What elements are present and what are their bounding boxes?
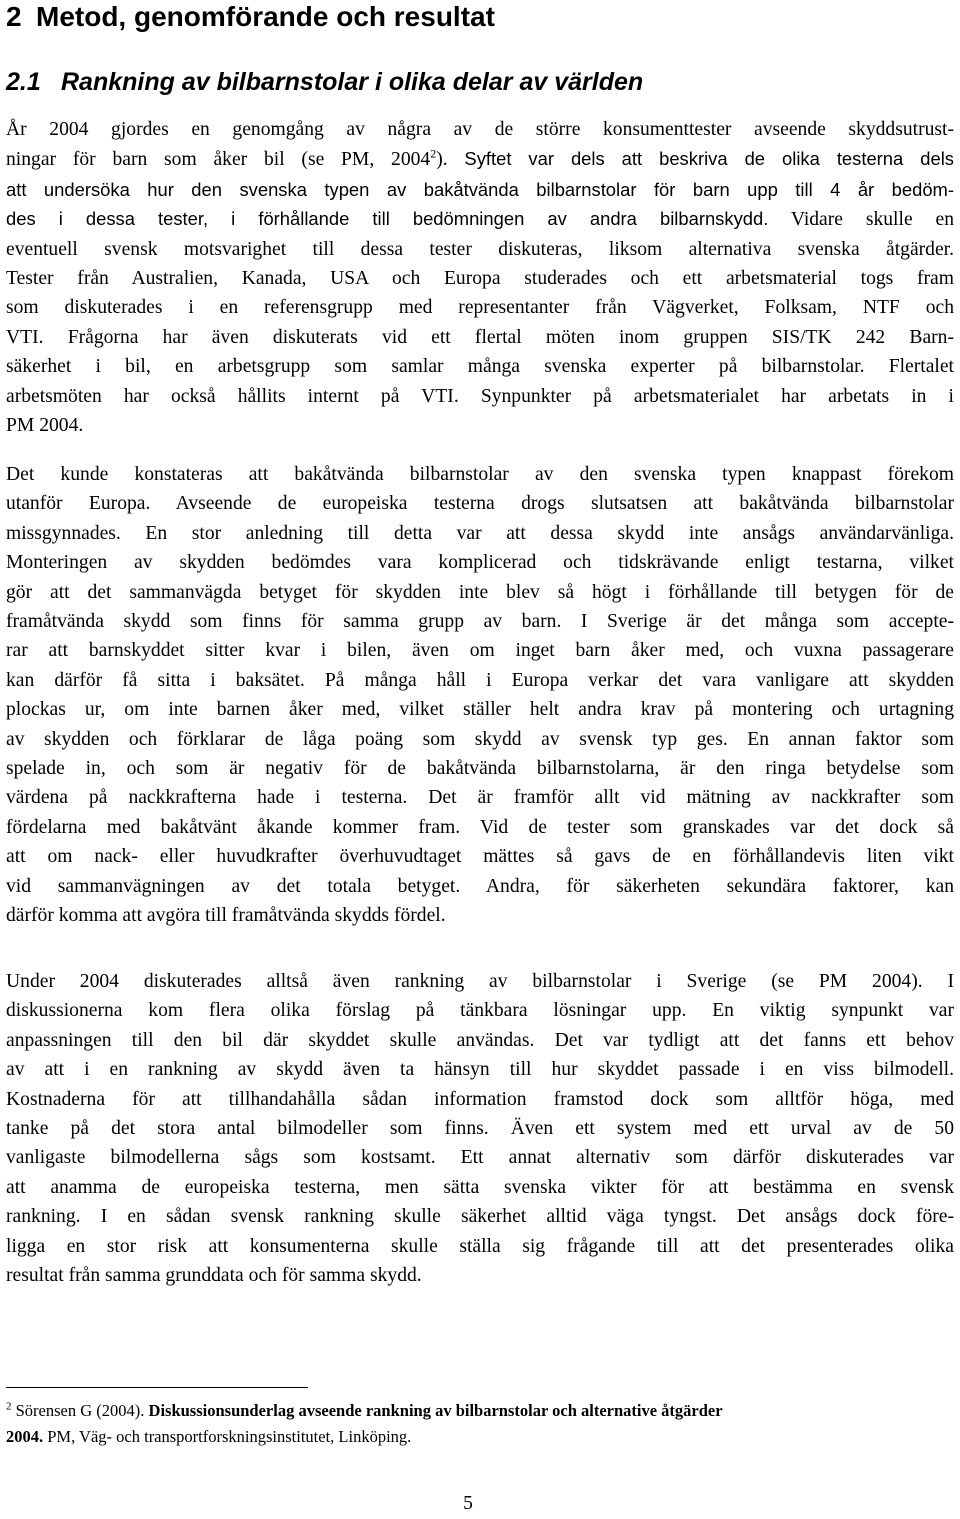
paragraph-line: År 2004 gjordes en genomgång av några av de större konsumenttester avseende skyddsutrust- — [6, 119, 954, 140]
paragraph-line: att om nack- eller huvudkrafter överhuvudtaget mättes så gavs de en förhållandevis liten vikt — [6, 846, 954, 868]
subsection-title: Rankning av bilbarnstolar i olika delar av världen — [61, 68, 644, 96]
paragraph-line: därför komma att avgöra till framåtvända skydds fördel. — [6, 905, 446, 927]
paragraph-line: Det kunde konstateras att bakåtvända bilbarnstolar av den svenska typen knappast förekom — [6, 464, 954, 485]
paragraph-line: missgynnades. En stor anledning till detta var att dessa skydd inte ansågs användarvänliga. — [6, 522, 954, 544]
section-heading — [6, 0, 495, 34]
paragraph-1 — [6, 115, 954, 440]
paragraph-line: vid sammanvägningen av det totala betyget. Andra, för säkerheten sekundära faktorer, kan — [6, 875, 954, 897]
paragraph-line: utanför Europa. Avseende de europeiska testerna drogs slutsatsen att bakåtvända bilbarnstolar — [6, 493, 954, 515]
section-number: 2 — [6, 1, 22, 32]
page-number: 5 — [463, 1493, 473, 1514]
footnote-divider — [6, 1387, 308, 1388]
footnote-year: 2004. — [6, 1427, 44, 1446]
paragraph-line — [6, 144, 954, 174]
paragraph-line: arbetsmöten har också hållits internt på VTI. Synpunkter på arbetsmaterialet har arbetats in i — [6, 385, 954, 407]
footnote-reference: 2 — [430, 146, 437, 161]
paragraph-2 — [6, 460, 954, 931]
footnote-title: Diskussionsunderlag avseende rankning av bilbarnstolar och alternative åtgärder — [148, 1401, 723, 1420]
paragraph-line: spelade in, och som är negativ för de bakåtvända bilbarnstolarna, är den ringa betydelse som — [6, 758, 954, 780]
text-run: ). — [436, 149, 465, 171]
paragraph-line: ligga en stor risk att konsumenterna skulle ställa sig frågande till att det presenterades olika — [6, 1235, 954, 1257]
paragraph-line: Tester från Australien, Kanada, USA och Europa studerades och ett arbetsmaterial togs fram — [6, 268, 954, 290]
paragraph-line: som diskuterades i en referensgrupp med representanter från Vägverket, Folksam, NTF och — [6, 297, 954, 319]
text-run: des i dessa tester, i förhållande till bedömningen av andra bilbarnskydd. — [6, 208, 769, 230]
paragraph-line: plockas ur, om inte barnen åker med, vilket ställer helt andra krav på montering och urtagning — [6, 699, 954, 721]
paragraph-line: Kostnaderna för att tillhandahålla sådan information framstod dock som alltför höga, med — [6, 1088, 954, 1110]
paragraph-line: anpassningen till den bil där skyddet skulle användas. Det var tydligt att det fanns ett behov — [6, 1029, 954, 1051]
paragraph-line — [6, 204, 954, 234]
paragraph-line: resultat från samma grunddata och för samma skydd. — [6, 1265, 422, 1287]
text-run: Syftet var dels att beskriva de olika testerna dels — [464, 148, 954, 170]
paragraph-line: VTI. Frågorna har även diskuterats vid ett flertal möten inom gruppen SIS/TK 242 Barn- — [6, 326, 954, 348]
paragraph-line: rar att barnskyddet sitter kvar i bilen, även om inget barn åker med, och vuxna passagerare — [6, 640, 954, 662]
paragraph-line: diskussionerna kom flera olika förslag på tänkbara lösningar upp. En viktig synpunkt var — [6, 1000, 954, 1022]
paragraph-line: av att i en rankning av skydd även ta hänsyn till hur skyddet passade i en viss bilmodell. — [6, 1059, 954, 1081]
paragraph-line: PM 2004. — [6, 415, 84, 437]
text-run: ningar för barn som åker bil (se PM, 2004 — [6, 149, 431, 171]
paragraph-line: att anamma de europeiska testerna, men sätta svenska vikter för att bestämma en svensk — [6, 1176, 954, 1198]
paragraph-line: gör att det sammanvägda betyget för skydden inte blev så högt i förhållande till betygen för de — [6, 581, 954, 603]
paragraph-line: tanke på det stora antal bilmodeller som finns. Även ett system med ett urval av de 50 — [6, 1118, 954, 1140]
section-title: Metod, genomförande och resultat — [36, 1, 495, 32]
footnote-publisher: PM, Väg- och transportforskningsinstitutet, Linköping. — [43, 1427, 412, 1446]
paragraph-line: fördelarna med bakåtvänt åkande kommer fram. Vid de tester som granskades var det dock så — [6, 816, 954, 838]
paragraph-line: kan därför få sitta i baksätet. På många håll i Europa verkar det vara vanligare att skydden — [6, 669, 954, 691]
footnote-marker: 2 — [6, 1400, 12, 1413]
paragraph-line: av skydden och förklarar de låga poäng som skydd av svensk typ ges. En annan faktor som — [6, 728, 954, 750]
paragraph-3 — [6, 967, 954, 1290]
paragraph-line: framåtvända skydd som finns för samma grupp av barn. I Sverige är det många som accepte- — [6, 611, 954, 633]
paragraph-line: vanligaste bilmodellerna sågs som kostsamt. Ett annat alternativ som därför diskuterades var — [6, 1147, 954, 1169]
subsection-heading — [6, 66, 643, 98]
paragraph-line: att undersöka hur den svenska typen av bakåtvända bilbarnstolar för barn upp till 4 år bedöm- — [6, 178, 954, 200]
footnote-author: Sörensen G (2004). — [11, 1401, 149, 1420]
paragraph-line: rankning. I en sådan svensk rankning skulle säkerhet alltid väga tyngst. Det ansågs dock före- — [6, 1206, 954, 1228]
paragraph-line: säkerhet i bil, en arbetsgrupp som samlar många svenska experter på bilbarnstolar. Flertalet — [6, 356, 954, 378]
footnote — [6, 1398, 954, 1450]
text-run: Vidare skulle en — [768, 209, 954, 231]
subsection-number: 2.1 — [6, 68, 41, 96]
paragraph-line: eventuell svensk motsvarighet till dessa tester diskuteras, liksom alternativa svenska åtgärder. — [6, 238, 954, 260]
paragraph-line: Monteringen av skydden bedömdes vara komplicerad och tidskrävande enligt testarna, vilket — [6, 552, 954, 574]
paragraph-line: Under 2004 diskuterades alltså även rankning av bilbarnstolar i Sverige (se PM 2004). I — [6, 971, 954, 992]
paragraph-line: värdena på nackkrafterna hade i testerna. Det är framför allt vid mätning av nackkrafter som — [6, 787, 954, 809]
